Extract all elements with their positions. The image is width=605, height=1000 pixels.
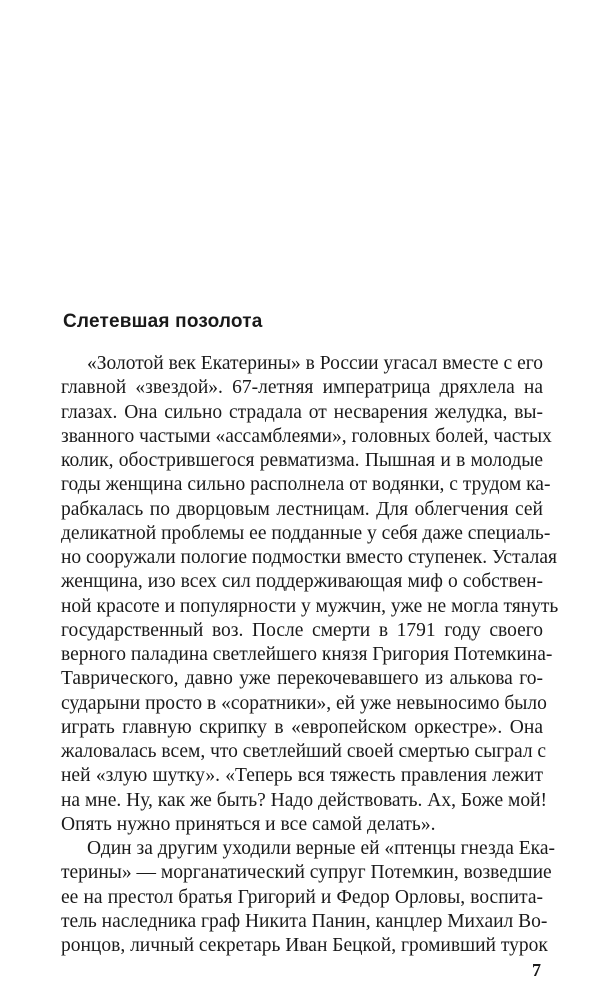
page-number: 7 bbox=[532, 960, 541, 980]
text-line: играть главную скрипку в «европейском оркестре». Она bbox=[61, 716, 543, 738]
text-line: Таврического, давно уже перекочевавшего из алькова го- bbox=[61, 668, 543, 690]
text-line: званного частыми «ассамблеями», головных болей, частых bbox=[61, 425, 552, 447]
text-line: ней «злую шутку». «Теперь вся тяжесть правления лежит bbox=[61, 765, 543, 787]
text-line: глазах. Она сильно страдала от несварения желудка, вы- bbox=[61, 401, 543, 423]
text-line: рабкалась по дворцовым лестницам. Для облегчения сей bbox=[61, 498, 543, 520]
text-line: Один за другим уходили верные ей «птенцы гнезда Ека- bbox=[87, 838, 555, 859]
body-text bbox=[61, 352, 559, 958]
text-line: ее на престол братья Григорий и Федор Орловы, воспита- bbox=[61, 886, 543, 908]
text-line: но сооружали пологие подмостки вместо ступенек. Усталая bbox=[61, 547, 558, 568]
text-line: колик, обострившегося ревматизма. Пышная и в молодые bbox=[61, 450, 543, 471]
text-line: терины» — морганатический супруг Потемкин, возведшие bbox=[61, 862, 552, 884]
text-line: верного паладина светлейшего князя Григория Потемкина- bbox=[61, 644, 553, 665]
text-line: ронцов, личный секретарь Иван Бецкой, громивший турок bbox=[61, 935, 548, 956]
text-line: тель наследника граф Никита Панин, канцлер Михаил Во- bbox=[61, 910, 548, 932]
chapter-heading: Слетевшая позолота bbox=[63, 311, 263, 332]
text-line: главной «звездой». 67-летняя императрица дряхлела на bbox=[61, 377, 543, 399]
text-line: государственный воз. После смерти в 1791 году своего bbox=[61, 619, 543, 641]
text-line: деликатной проблемы ее подданные у себя даже специаль- bbox=[61, 522, 551, 544]
text-line: Опять нужно приняться и все самой делать». bbox=[61, 813, 436, 835]
text-line: на мне. Ну, как же быть? Надо действовать. Ах, Боже мой! bbox=[61, 789, 548, 811]
text-line: годы женщина сильно располнела от водянки, с трудом ка- bbox=[61, 474, 551, 496]
text-line: ной красоте и популярности у мужчин, уже не могла тянуть bbox=[61, 595, 559, 617]
text-line: «Золотой век Екатерины» в России угасал вместе с его bbox=[87, 353, 543, 374]
text-line: жаловалась всем, что светлейший своей смертью сыграл с bbox=[61, 741, 547, 762]
text-line: женщина, изо всех сил поддерживающая миф о собствен- bbox=[61, 571, 543, 593]
text-line: сударыни просто в «соратники», ей уже невыносимо было bbox=[61, 692, 547, 714]
